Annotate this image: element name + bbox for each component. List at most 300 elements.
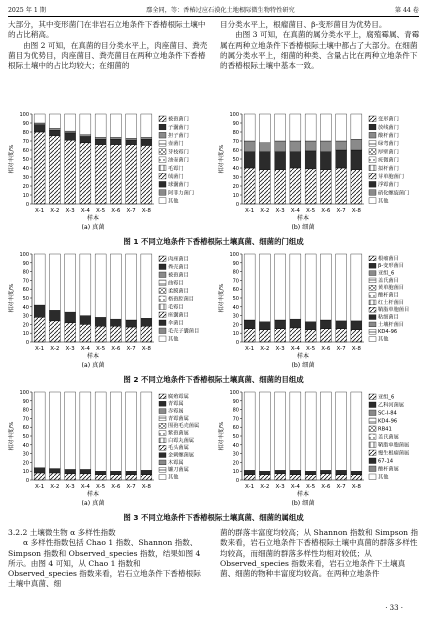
x-tick-label: X-2	[50, 346, 60, 352]
legend-swatch	[159, 460, 166, 465]
bar-segment	[320, 152, 331, 170]
y-tick-label: 40	[232, 304, 239, 311]
bar-segment	[65, 312, 76, 323]
y-tick-label: 40	[232, 442, 239, 449]
bar-segment	[275, 474, 286, 480]
legend-swatch	[159, 304, 166, 310]
bar-segment	[275, 152, 286, 170]
y-tick-label: 50	[22, 296, 29, 302]
bar-segment	[110, 319, 121, 326]
y-tick-label: 100	[19, 390, 29, 396]
bar-segment	[126, 471, 137, 475]
bar-segment	[65, 469, 76, 473]
bar-segment	[351, 114, 362, 139]
y-tick-label: 20	[232, 322, 239, 329]
bar-segment	[65, 392, 76, 469]
bar-segment	[259, 152, 270, 170]
bar-segment	[65, 254, 76, 312]
y-tick-label: 0	[235, 202, 239, 208]
y-axis-label: 相对丰度/%	[9, 283, 15, 313]
bar-segment	[110, 145, 121, 204]
bar-segment	[95, 114, 106, 137]
header-volume: 第 44 卷	[394, 6, 419, 14]
y-axis-label: 相对丰度/%	[9, 421, 15, 451]
x-tick-label: X-4	[80, 208, 90, 214]
y-tick-label: 10	[232, 331, 239, 338]
legend-label: 油壶菌门	[168, 157, 189, 164]
bar-segment	[80, 254, 91, 316]
x-tick-label: X-3	[65, 346, 75, 352]
legend-swatch	[369, 157, 376, 163]
legend-label: 根瘤菌目	[378, 255, 399, 262]
legend-swatch	[159, 149, 166, 155]
legend-label: KD4-96	[378, 418, 398, 425]
bar-segment	[320, 254, 331, 320]
x-axis-label: 样本	[296, 353, 310, 360]
bar-segment	[34, 317, 45, 342]
bar-segment	[49, 128, 60, 130]
x-tick-label: X-6	[111, 208, 121, 214]
x-tick-label: X-7	[126, 484, 136, 490]
bar-segment	[290, 319, 301, 328]
legend-label: 伞菌目	[168, 320, 184, 327]
panel-subcaption: (a) 真菌	[81, 500, 105, 507]
x-tick-label: X-6	[321, 346, 331, 352]
legend-label: 毛霉门	[168, 165, 184, 172]
x-tick-label: X-6	[321, 208, 331, 214]
legend-label: 被孢菌目	[168, 272, 189, 279]
bar-segment	[305, 254, 316, 322]
y-tick-label: 50	[22, 157, 29, 163]
legend-label: 毛霉目	[168, 304, 184, 311]
legend-label: 木霉属	[168, 459, 184, 466]
legend-label: 变形菌门	[378, 116, 399, 123]
x-tick-label: X-2	[260, 484, 270, 490]
x-tick-label: X-8	[141, 484, 151, 490]
paragraph: 菌的群落丰富度均较高；从 Shannon 指数和 Simpson 指数来看，岩石立地条件下香椿根际土壤中真菌的群落多样性均较高，而细菌的群落多样性均相对较低；从 Observed_species 指数来看，岩石立地条件下土壤真菌、细菌的物种丰富度均较高。在两种立地条件	[220, 528, 419, 579]
bar-segment	[290, 328, 301, 342]
legend-label: 67-14	[378, 458, 394, 465]
bar-segment	[290, 392, 301, 470]
bar-segment	[244, 254, 255, 320]
x-tick-label: X-1	[245, 346, 255, 352]
bar-segment	[351, 150, 362, 170]
bar-segment	[259, 114, 270, 143]
legend-label: 座囊菌目	[168, 312, 189, 319]
legend-label: 疣微菌门	[378, 157, 399, 164]
x-tick-label: X-3	[275, 346, 285, 352]
top-left-column	[8, 20, 208, 71]
legend-label: 白霉丸菌属	[168, 437, 194, 444]
bar-segment	[95, 317, 106, 326]
legend-label: 芽枝霉门	[168, 149, 189, 156]
bar-segment	[305, 141, 316, 151]
legend-swatch	[159, 336, 166, 342]
x-tick-label: X-5	[306, 484, 316, 490]
legend-swatch	[369, 329, 376, 334]
legend-label: 放线菌门	[378, 124, 399, 131]
bar-segment	[351, 392, 362, 471]
figure-2-caption: 图 2 不同立地条件下香椿根际土壤真菌、细菌的目组成	[123, 375, 304, 384]
legend-label: 盖氏菌属	[378, 434, 399, 441]
x-tick-label: X-6	[111, 484, 121, 490]
legend-label: 子囊菌门	[168, 124, 189, 131]
bar-segment	[141, 475, 152, 480]
bar-segment	[244, 168, 255, 204]
x-tick-label: X-8	[141, 208, 151, 214]
bar-segment	[275, 470, 286, 474]
legend-label: 鞘脂单胞菌属	[378, 442, 410, 449]
x-tick-label: X-4	[80, 484, 90, 490]
legend-swatch	[159, 280, 166, 286]
bar-segment	[336, 168, 347, 204]
bar-segment	[65, 474, 76, 480]
bar-segment	[275, 392, 286, 470]
y-tick-label: 70	[232, 278, 239, 285]
legend-label: 红土杆菌目	[378, 299, 404, 306]
legend-label: 拟杆菌门	[378, 165, 399, 172]
paragraph: 由图 2 可知，在真菌的目分类水平上，肉座菌目、粪壳菌目为优势目，肉座菌目、粪壳菌目在两种立地条件下香椿根际土壤中的占比均较大；在细菌的	[8, 40, 208, 71]
bar-segment	[80, 469, 91, 473]
legend-swatch	[369, 402, 376, 408]
bar-segment	[305, 475, 316, 480]
figure-3b-chart	[216, 388, 424, 508]
x-tick-label: X-1	[35, 208, 45, 214]
x-tick-label: X-3	[65, 484, 75, 490]
legend-label: 浮霉菌门	[378, 182, 399, 189]
legend-swatch	[159, 394, 166, 399]
x-tick-label: X-7	[336, 346, 346, 352]
bar-segment	[336, 329, 347, 342]
bar-segment	[320, 170, 331, 204]
legend-swatch	[369, 434, 376, 440]
bar-segment	[126, 320, 137, 327]
y-tick-label: 10	[232, 193, 239, 199]
bar-segment	[320, 470, 331, 474]
y-tick-label: 60	[232, 425, 239, 432]
bar-segment	[336, 114, 347, 141]
x-tick-label: X-2	[260, 208, 270, 214]
x-tick-label: X-4	[290, 208, 300, 214]
legend-swatch	[159, 272, 166, 278]
legend-label: 肉座菌目	[168, 256, 189, 263]
legend-label: 腐殖霉属	[168, 393, 189, 400]
bar-segment	[336, 470, 347, 474]
bar-segment	[351, 170, 362, 204]
bar-segment	[49, 254, 60, 310]
bar-segment	[49, 136, 60, 204]
y-tick-label: 80	[22, 269, 29, 276]
bar-segment	[351, 139, 362, 150]
bar-segment	[80, 474, 91, 480]
bar-segment	[336, 475, 347, 480]
y-tick-label: 0	[25, 340, 29, 346]
figure-1b-chart	[216, 110, 424, 232]
y-tick-label: 70	[232, 139, 239, 145]
x-tick-label: X-8	[141, 346, 151, 352]
bar-segment	[336, 321, 347, 329]
bar-segment	[110, 137, 121, 139]
bar-segment	[244, 329, 255, 342]
y-tick-label: 20	[22, 460, 29, 467]
legend-swatch	[369, 450, 376, 456]
bar-segment	[34, 114, 45, 123]
y-tick-label: 80	[232, 407, 239, 414]
bar-segment	[80, 392, 91, 469]
legend-swatch	[159, 467, 166, 472]
bar-segment	[290, 470, 301, 474]
legend-label: 粘细菌目	[378, 314, 399, 321]
legend-swatch	[159, 475, 166, 480]
x-tick-label: X-6	[321, 484, 331, 490]
legend-label: 毛头菌属	[168, 445, 189, 452]
legend-label: 其他	[168, 336, 179, 343]
bar-segment	[320, 114, 331, 141]
bar-segment	[244, 141, 255, 152]
legend-swatch	[159, 445, 166, 450]
y-tick-label: 20	[232, 460, 239, 467]
y-tick-label: 90	[22, 121, 29, 127]
bar-segment	[110, 139, 121, 144]
legend-label: 毛壳子囊菌目	[168, 328, 200, 335]
legend-swatch	[159, 141, 166, 147]
legend-swatch	[369, 315, 376, 320]
figure-3-caption: 图 3 不同立地条件下香椿根际土壤真菌、细菌的属组成	[123, 513, 304, 522]
legend-label: 芽单胞菌门	[378, 173, 404, 180]
x-axis-label: 样本	[296, 491, 310, 498]
bar-segment	[34, 468, 45, 473]
legend-label: 柔膜菌目	[168, 288, 189, 295]
x-tick-label: X-5	[306, 346, 316, 352]
bar-segment	[259, 143, 270, 152]
y-tick-label: 90	[232, 260, 239, 267]
bar-segment	[65, 323, 76, 342]
legend-label: 其他	[378, 198, 389, 205]
bar-segment	[244, 152, 255, 168]
x-tick-label: X-1	[245, 484, 255, 490]
bar-segment	[126, 475, 137, 480]
bar-segment	[95, 145, 106, 204]
legend-swatch	[159, 165, 166, 171]
page-number: · 33 ·	[385, 604, 403, 612]
y-tick-label: 30	[22, 451, 29, 458]
header-title: 鄢全同，等：香椿过应石漠化土地根际微生物特性研究	[146, 6, 295, 14]
y-tick-label: 70	[22, 416, 29, 423]
legend-swatch	[369, 466, 376, 472]
bar-segment	[141, 470, 152, 474]
paragraph: 目分类水平上，根瘤菌目、β-变形菌目为优势目。	[220, 20, 387, 29]
bar-segment	[49, 114, 60, 128]
legend-swatch	[369, 141, 376, 147]
panel-subcaption: (a) 真菌	[81, 224, 105, 231]
y-tick-label: 100	[19, 112, 29, 118]
x-tick-label: X-5	[96, 484, 106, 490]
y-tick-label: 70	[232, 416, 239, 423]
legend-swatch	[369, 198, 376, 204]
figure-1-caption: 图 1 不同立地条件下香椿根际土壤真菌、细菌的门组成	[123, 237, 304, 246]
legend-swatch	[159, 328, 166, 334]
legend-swatch	[159, 132, 166, 138]
legend-swatch	[159, 116, 166, 122]
bar-segment	[290, 168, 301, 204]
x-tick-label: X-4	[290, 484, 300, 490]
y-tick-label: 20	[22, 322, 29, 329]
x-tick-label: X-1	[35, 484, 45, 490]
bar-segment	[336, 392, 347, 470]
bar-segment	[305, 322, 316, 330]
bar-segment	[126, 145, 137, 204]
figure-2a-chart	[6, 250, 214, 370]
legend-swatch	[159, 438, 166, 443]
x-tick-label: X-1	[245, 208, 255, 214]
y-tick-label: 40	[22, 442, 29, 449]
y-tick-label: 80	[232, 130, 239, 136]
x-tick-label: X-8	[351, 484, 361, 490]
legend-label: 其他	[378, 336, 389, 343]
x-tick-label: X-3	[65, 208, 75, 214]
legend-swatch	[369, 181, 376, 187]
legend-swatch	[369, 271, 376, 276]
legend-swatch	[369, 278, 376, 283]
y-axis-label: 相对丰度/%	[219, 421, 225, 451]
y-tick-label: 60	[22, 425, 29, 432]
bar-segment	[244, 470, 255, 474]
x-tick-label: X-2	[50, 484, 60, 490]
x-tick-label: X-4	[290, 346, 300, 352]
legend-label: 黄单胞菌目	[378, 285, 404, 292]
legend-swatch	[369, 426, 376, 432]
y-tick-label: 10	[22, 331, 29, 338]
legend-swatch	[369, 124, 376, 130]
bar-segment	[34, 305, 45, 317]
legend-swatch	[159, 198, 166, 204]
y-tick-label: 100	[229, 252, 239, 258]
legend-label: 土壤杆菌目	[378, 321, 404, 328]
y-tick-label: 100	[19, 252, 29, 258]
bar-segment	[65, 131, 76, 133]
bar-segment	[126, 114, 137, 138]
bar-segment	[351, 321, 362, 330]
figure-2b-chart	[216, 250, 424, 370]
x-tick-label: X-1	[35, 346, 45, 352]
bar-segment	[259, 170, 270, 204]
legend-swatch	[159, 124, 166, 130]
x-tick-label: X-5	[306, 208, 316, 214]
legend-swatch	[159, 190, 166, 196]
bar-segment	[34, 392, 45, 468]
bar-segment	[126, 140, 137, 145]
x-axis-label: 样本	[296, 215, 310, 222]
bar-segment	[290, 141, 301, 152]
bar-segment	[126, 392, 137, 471]
legend-swatch	[159, 320, 166, 326]
legend-label: 担子菌门	[168, 133, 189, 140]
x-tick-label: X-5	[96, 346, 106, 352]
legend-label: 乙科河菌属	[378, 402, 404, 409]
x-tick-label: X-5	[96, 208, 106, 214]
legend-swatch	[369, 116, 376, 122]
bar-segment	[320, 392, 331, 470]
y-tick-label: 90	[22, 398, 29, 405]
y-tick-label: 10	[232, 469, 239, 476]
y-tick-label: 60	[232, 148, 239, 154]
legend-label: 亚组_6	[378, 394, 395, 401]
bar-segment	[80, 114, 91, 135]
bar-segment	[275, 320, 286, 329]
legend-swatch	[369, 442, 376, 448]
y-tick-label: 0	[25, 478, 29, 484]
bar-segment	[34, 132, 45, 204]
legend-swatch	[159, 173, 166, 179]
y-tick-label: 60	[22, 287, 29, 294]
bottom-left-column	[8, 528, 208, 590]
bar-segment	[49, 469, 60, 473]
y-axis-label: 相对丰度/%	[219, 283, 225, 313]
bar-segment	[141, 137, 152, 139]
running-header	[8, 2, 419, 17]
figure-1a-chart	[6, 110, 214, 232]
bar-segment	[110, 254, 121, 319]
legend-swatch	[369, 300, 376, 305]
y-tick-label: 30	[232, 313, 239, 320]
legend-swatch	[159, 416, 166, 421]
bar-segment	[141, 392, 152, 470]
bar-segment	[305, 114, 316, 141]
bar-segment	[259, 254, 270, 322]
legend-label: 曲霉目	[168, 280, 184, 287]
legend-label: 酸杆菌目	[378, 292, 399, 299]
bar-segment	[259, 475, 270, 480]
legend-label: 紫孢菌属	[168, 430, 189, 437]
bar-segment	[336, 150, 347, 168]
y-tick-label: 30	[22, 175, 29, 181]
bar-segment	[49, 321, 60, 342]
y-tick-label: 10	[22, 193, 29, 199]
bar-segment	[126, 254, 137, 320]
bar-segment	[95, 137, 106, 139]
bar-segment	[290, 152, 301, 168]
panel-subcaption: (b) 细菌	[291, 362, 315, 369]
y-tick-label: 80	[232, 269, 239, 276]
y-tick-label: 50	[232, 157, 239, 163]
bar-segment	[305, 169, 316, 204]
x-tick-label: X-6	[111, 346, 121, 352]
bar-segment	[141, 326, 152, 342]
bar-segment	[80, 137, 91, 143]
bar-segment	[80, 316, 91, 325]
legend-label: RB41	[378, 426, 392, 433]
bar-segment	[126, 327, 137, 342]
bar-segment	[336, 254, 347, 321]
legend-label: 硝化螺旋菌门	[378, 190, 410, 197]
legend-swatch	[369, 190, 376, 196]
bar-segment	[80, 135, 91, 137]
bar-segment	[95, 475, 106, 480]
bar-segment	[141, 114, 152, 137]
bar-segment	[110, 326, 121, 342]
legend-label: 酸杆菌属	[378, 466, 399, 473]
legend-swatch	[369, 418, 376, 424]
bar-segment	[351, 330, 362, 342]
y-tick-label: 40	[22, 166, 29, 172]
bar-segment	[244, 320, 255, 329]
figure-3a-chart	[6, 388, 214, 508]
bar-segment	[110, 471, 121, 475]
legend-swatch	[159, 288, 166, 294]
y-tick-label: 20	[22, 184, 29, 190]
top-right-column	[220, 20, 420, 71]
paragraph: 大部分，其中变形菌门在非岩石立地条件下香椿根际土壤中的占比稍高。	[8, 20, 206, 40]
